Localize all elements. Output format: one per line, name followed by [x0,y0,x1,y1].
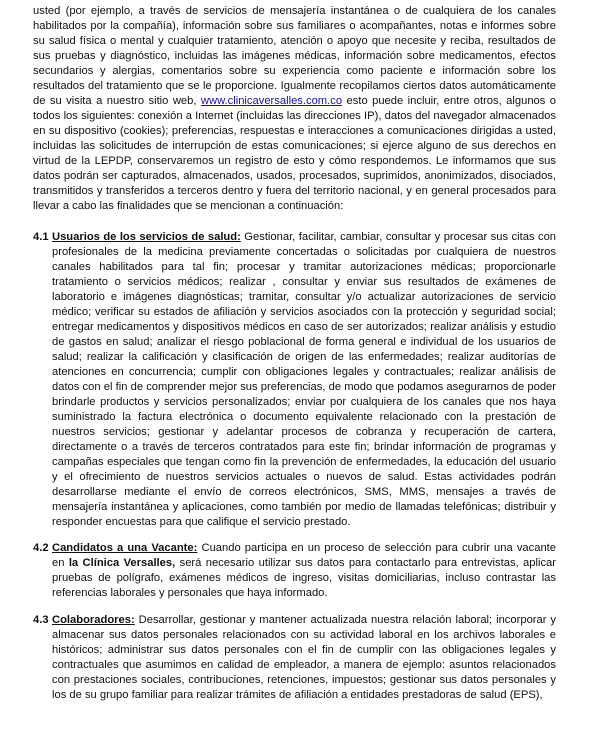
section-title: Candidatos a una Vacante: [52,542,198,554]
section-4-3 [33,613,556,703]
website-link[interactable]: www.clinicaversalles.com.co [200,95,343,107]
intro-text-after-link: esto puede incluir, entre otros, algunos o todos los siguientes: conexión a Internet (incluidas las direcciones IP), datos del navegador almacenados en su dispositivo (cookies); preferencias, respuestas e interacciones a comunicaciones dirigidas a usted, incluidas las solicitudes de interrupción de estas comunicaciones; si ejerce alguno de sus derechos en virtud de la LEPDP, conservaremos un registro de esto y cómo respondemos. Le informamos que sus datos podrán ser capturados, almacenados, usados, procesados, suprimidos, anonimizados, disociados, transmitidos y transferidos a terceros dentro y fuera del territorio nacional, y en general procesados para llevar a cabo las finalidades que se mencionan a continuación: [33,95,557,212]
section-title: Colaboradores: [52,614,135,626]
section-body [52,541,556,601]
section-number: 4.3 [33,614,49,626]
intro-text-before-link: usted (por ejemplo, a través de servicios de mensajería instantánea o de cualquiera de los canales habilitados por la compañía), información sobre sus familiares o acompañantes, notas e informes sobre su salud física o mental y cualquier tratamiento, atención o apoyo que necesite y reciba, resultados de sus pruebas y diagnóstico, incluidas las imágenes médicas, información sobre medicamentos, efectos secundarios y alergias, comentarios sobre su experiencia como paciente e información sobre los resultados del tratamiento que se le proporcione. Igualmente recopilamos ciertos datos automáticamente de su visita a nuestro sitio web, [33,5,556,107]
section-4-1 [33,230,556,530]
section-4-2 [33,541,556,601]
section-number: 4.1 [33,231,49,243]
section-title: Usuarios de los servicios de salud: [52,231,241,243]
intro-paragraph [33,4,556,214]
section-text-before-bold: Cuando participa en un proceso de selección para cubrir una vacante en [52,542,557,569]
section-text: Gestionar, facilitar, cambiar, consultar y procesar sus citas con profesionales de la medicina previamente concertadas o solicitadas por cualquiera de nuestros canales habilitados para tal fin; procesar y tramitar autorizaciones médicas; proporcionarle tratamiento o servicios médicos; realizar , consultar y enviar sus resultados de exámenes de laboratorio e imágenes diagnósticas; tramitar, consultar y/o actualizar autorizaciones de servicio médico; verificar su estados de afiliación y servicios asociados con la protección y seguridad social; entregar medicamentos y dispositivos médicos en caso de ser autorizados; realizar análisis y estudio de gastos en salud; analizar el riesgo poblacional de forma general e individual de los usuarios de salud; realizar la calificación y clasificación de origen de las enfermedades; realizar auditorías de atenciones en concurrencia; cumplir con obligaciones legales y contractuales; realizar análisis de datos con el fin de comprender mejor sus preferencias, de modo que podamos asegurarnos de poder brindarle productos y servicios personalizados; enviar por cualquiera de los canales que nos haya suministrado la factura electrónica o documento equivalente relacionado con la prestación de nuestros servicios; gestionar y adelantar procesos de cobranza y recuperación de cartera, directamente o a través de terceros contratados para este fin; brindar información de programas y campañas especiales que tengan como fin la prevención de enfermedades, la educación del usuario y el ofrecimiento de nuestros servicios actuales o nuevos de salud. Estas actividades podrán desarrollarse mediante el envío de correos electrónicos, SMS, MMS, mensajes a través de mensajería instantánea y aplicaciones, como también por medio de llamadas telefónicas; distribuir y responder encuestas para que califique el servicio prestado. [52,231,557,528]
section-body [52,230,556,530]
clinic-name-bold: la Clínica Versalles, [68,557,176,569]
section-text: Desarrollar, gestionar y mantener actualizada nuestra relación laboral; incorporar y almacenar sus datos personales relacionados con su actividad laboral en los archivos laborales e históricos; administrar sus datos personales con el fin de cumplir con las obligaciones legales y contractuales que asumimos en calidad de empleador, a manera de ejemplo: asuntos relacionados con prestaciones sociales, contribuciones, retenciones, impuestos; gestionar sus datos personales y los de su grupo familiar para realizar trámites de afiliación a entidades prestadoras de salud (EPS), [52,614,557,701]
section-number: 4.2 [33,542,49,554]
section-body [52,613,556,703]
section-text-after-bold: será necesario utilizar sus datos para contactarlo para entrevistas, aplicar pruebas de polígrafo, exámenes médicos de ingreso, visitas domiciliarias, incluso contrastar las referencias laborales y personales que haya informado. [52,557,556,599]
